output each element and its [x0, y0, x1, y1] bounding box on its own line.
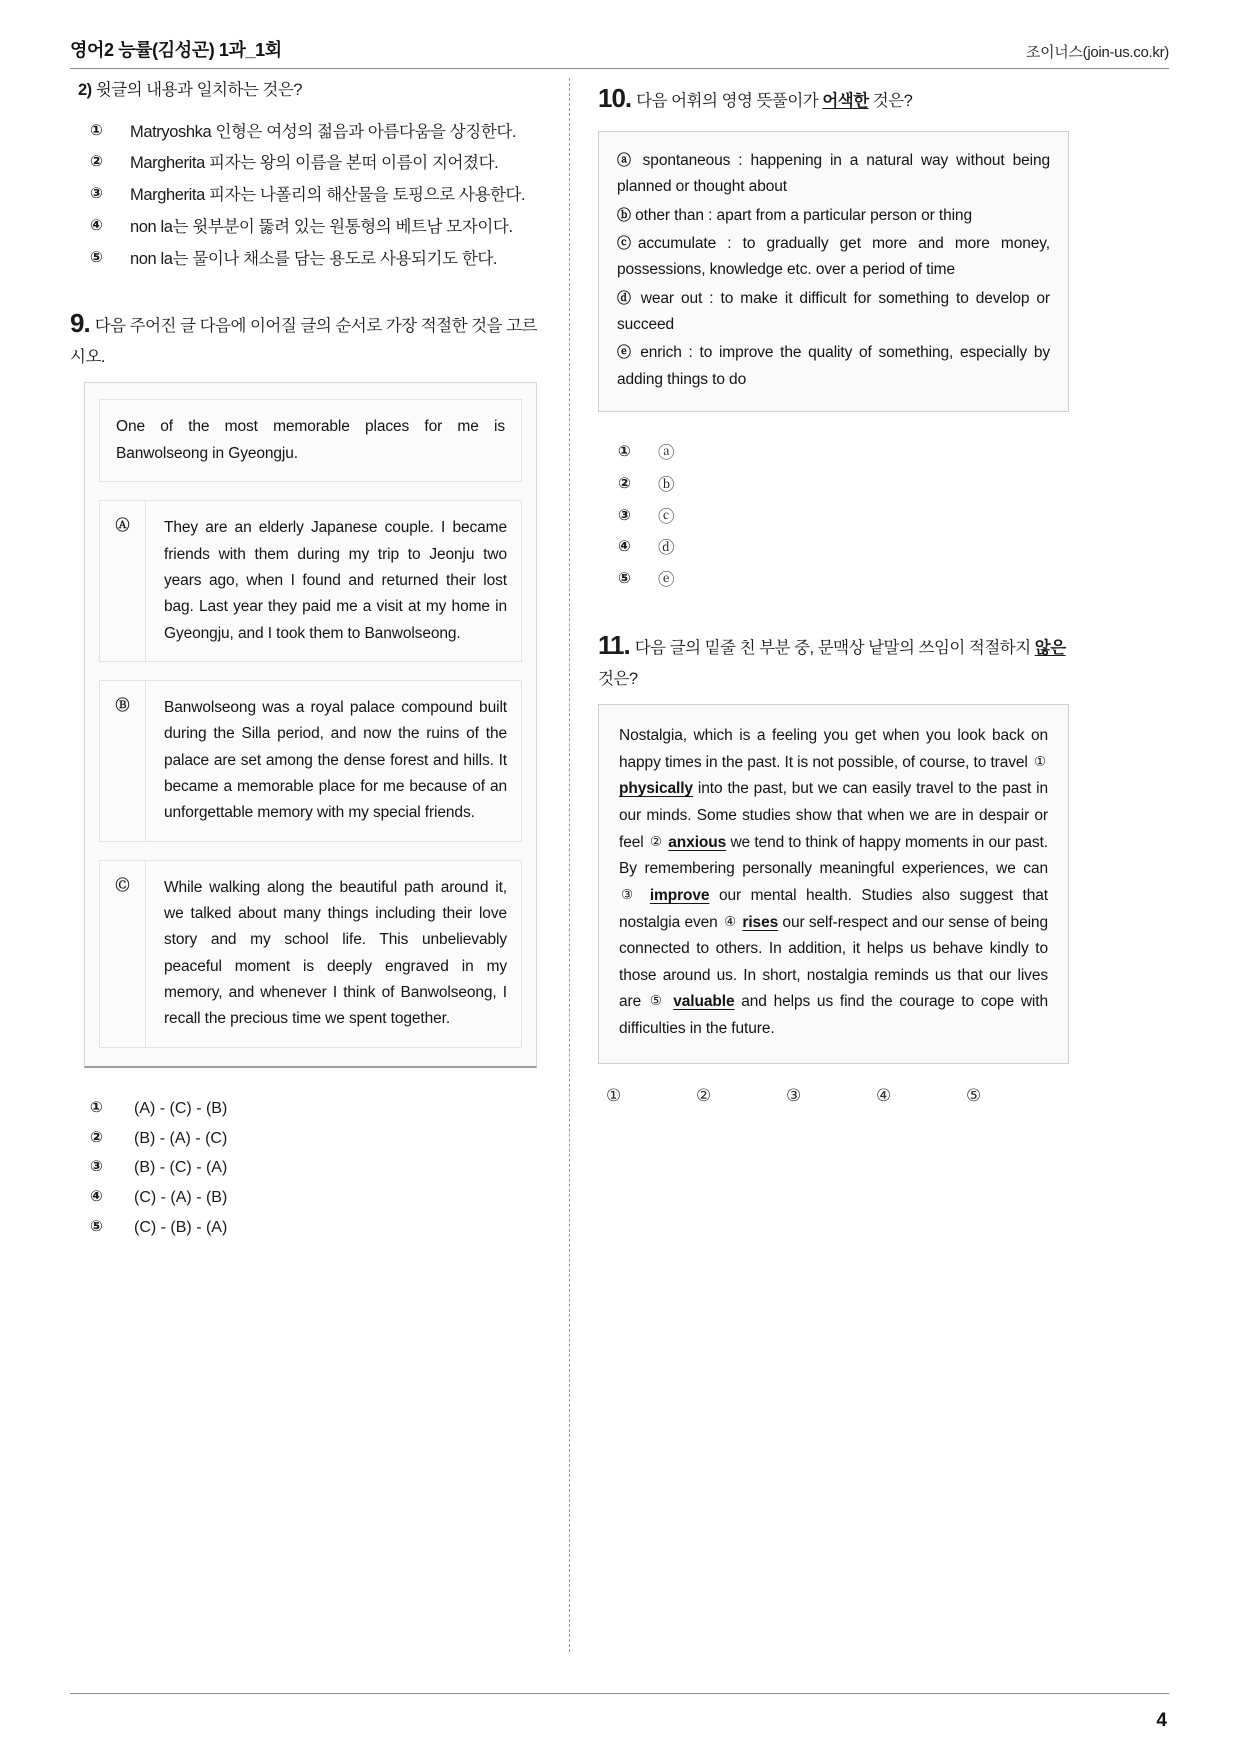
question-9-prompt: 다음 주어진 글 다음에 이어질 글의 순서로 가장 적절한 것을 고르시오. [70, 317, 537, 367]
vocab-text-c: accumulate : to gradually get more and more money, possessions, knowledge etc. over a period of time [617, 235, 1050, 279]
segment-text-b: Banwolseong was a royal palace compound built during the Silla period, and now the ruins of the palace are set among the dense forest and hills. It became a memorable place for me because of an unforgettable memory with my special friends. [164, 698, 507, 822]
header-site-credit: 조이너스(join-us.co.kr) [1025, 44, 1169, 61]
question-2-option[interactable] [90, 150, 537, 177]
question-11-passage-box [598, 704, 1069, 1064]
passage-choice-number-1[interactable]: ① [1033, 753, 1046, 769]
question-9-heading [70, 303, 537, 370]
question-11-number: 11. [598, 629, 630, 660]
question-2-option[interactable] [90, 119, 537, 146]
question-9-block [70, 303, 537, 1241]
vocab-text-a: spontaneous : happening in a natural way without being planned or thought about [617, 152, 1050, 196]
option-marker: ② [90, 1128, 103, 1146]
answer-choice-5[interactable]: ⑤ [966, 1085, 982, 1105]
answer-choice-2[interactable]: ② [696, 1085, 712, 1105]
option-text: ⓒ [658, 507, 675, 526]
spacer [598, 599, 1069, 625]
option-text: (C) - (A) - (B) [134, 1189, 228, 1207]
left-column [70, 78, 559, 1664]
question-10-vocabulary-box [598, 131, 1069, 412]
question-2-number: 2) [78, 81, 92, 99]
passage-underlined-word-1[interactable]: physically [619, 780, 693, 798]
question-9-option[interactable] [90, 1185, 537, 1211]
question-11-passage-text [619, 723, 1048, 1043]
answer-choice-4[interactable]: ④ [876, 1085, 892, 1105]
segment-text-a: They are an elderly Japanese couple. I became friends with them during my trip to Jeonju two years ago, when I found and returned their lost bag. Last year they paid me a visit at my home in Gyeongju, and I took them to Banwolseong. [164, 519, 507, 642]
option-marker: ① [90, 121, 103, 139]
question-9-option[interactable] [90, 1096, 537, 1122]
column-divider [559, 78, 580, 1664]
question-10-option[interactable] [618, 504, 1069, 531]
question-10-option[interactable] [618, 472, 1069, 499]
question-2-option[interactable] [90, 214, 537, 241]
header-divider-rule [70, 68, 1169, 69]
vocab-marker-c: ⓒ [617, 235, 638, 252]
question-2-block [70, 78, 537, 272]
option-marker: ④ [90, 1188, 103, 1206]
question-11-prompt-after: 것은? [598, 669, 638, 688]
option-marker: ④ [90, 216, 103, 234]
question-9-option[interactable] [90, 1155, 537, 1181]
vocab-marker-e: ⓔ [617, 344, 634, 361]
passage-choice-number-5[interactable]: ⑤ [649, 993, 665, 1009]
option-text: non la는 물이나 채소를 담는 용도로 사용되기도 한다. [130, 249, 498, 268]
segment-body-c [146, 861, 521, 1047]
passage-underlined-word-2[interactable]: anxious [668, 833, 727, 851]
option-marker: ③ [90, 1158, 103, 1176]
question-10-prompt-after: 것은? [868, 92, 913, 110]
passage-part-5: our self-respect and our sense of being connected to others. In addition, it helps us behave kindly to those around us. In short, nostalgia reminds us that our lives are [619, 913, 1048, 1011]
question-9-option[interactable] [90, 1215, 537, 1241]
question-10-prompt-emphasis: 어색한 [822, 92, 869, 110]
spacer [70, 277, 537, 303]
question-2-option-list [70, 119, 537, 273]
answer-choice-3[interactable]: ③ [786, 1085, 802, 1105]
option-marker: ④ [618, 538, 631, 556]
option-text: ⓑ [658, 475, 675, 494]
question-10-number: 10. [598, 83, 632, 113]
page-header [70, 28, 1169, 62]
question-9-passage-container [84, 382, 537, 1067]
passage-part-1: Nostalgia, which is a feeling you get when you look back on happy times in the past. It is not possible, of course, to travel [619, 726, 1048, 771]
question-9-segment-b [99, 680, 522, 842]
option-text: ⓓ [658, 539, 675, 558]
option-marker: ⑤ [90, 1218, 103, 1236]
passage-part-3: we tend to think of happy moments in our past. By remembering personally meaningful experiences, we can [619, 833, 1048, 878]
segment-marker-c: Ⓒ [100, 861, 146, 1047]
passage-underlined-word-5[interactable]: valuable [673, 993, 735, 1011]
question-9-lead-passage-box [99, 399, 522, 482]
passage-part-6: and helps us find the courage to cope with difficulties in the future. [619, 993, 1048, 1038]
question-2-heading [70, 78, 537, 103]
vocab-entry [617, 148, 1050, 201]
question-2-prompt: 윗글의 내용과 일치하는 것은? [95, 81, 302, 99]
option-marker: ⑤ [90, 248, 103, 266]
question-10-block [598, 78, 1069, 594]
vocab-text-b: other than : apart from a particular person or thing [635, 206, 972, 224]
question-2-option[interactable] [90, 246, 537, 273]
option-marker: ② [618, 474, 631, 492]
vocab-entry [617, 203, 1050, 229]
vocab-marker-d: ⓓ [617, 289, 634, 306]
option-text: ⓔ [658, 571, 675, 590]
question-10-option[interactable] [618, 440, 1069, 467]
spacer [70, 1078, 537, 1096]
question-11-heading [598, 625, 1069, 692]
question-10-heading [598, 78, 1069, 119]
vocab-marker-b: ⓑ [617, 206, 631, 223]
vocab-text-d: wear out : to make it difficult for something to develop or succeed [617, 289, 1050, 334]
question-11-prompt-emphasis: 않은 [1034, 638, 1066, 657]
answer-choice-1[interactable]: ① [606, 1085, 622, 1105]
segment-text-c: While walking along the beautiful path around it, we talked about many things including their love story and my school life. This unbelievably peaceful moment is deeply engraved in my memory, and whenever I think of Banwolseong, I recall the precious time we spent together. [164, 878, 507, 1028]
option-marker: ③ [90, 185, 103, 203]
segment-marker-a: Ⓐ [100, 501, 146, 661]
passage-choice-number-2[interactable]: ② [649, 833, 662, 849]
vocab-text-e: enrich : to improve the quality of something, especially by adding things to do [617, 344, 1050, 388]
vocab-entry [617, 231, 1050, 284]
passage-part-4: our mental health. Studies also suggest that nostalgia even [619, 886, 1048, 931]
option-text: (B) - (A) - (C) [134, 1129, 228, 1147]
question-10-option-list [598, 440, 1069, 594]
option-text: Margherita 피자는 나폴리의 해산물을 토핑으로 사용한다. [130, 186, 526, 205]
right-column [580, 78, 1069, 1664]
passage-underlined-word-4[interactable]: rises [742, 913, 779, 931]
footer-divider-rule [70, 1693, 1169, 1694]
question-2-option[interactable] [90, 182, 537, 209]
question-10-option[interactable] [618, 535, 1069, 562]
vocab-marker-a: ⓐ [617, 152, 635, 169]
vocab-entry [617, 340, 1050, 393]
option-text: ⓐ [658, 444, 675, 463]
option-marker: ① [90, 1098, 103, 1116]
option-text: (C) - (B) - (A) [134, 1219, 228, 1237]
passage-choice-number-3[interactable]: ③ [621, 886, 639, 902]
segment-marker-b: Ⓑ [100, 681, 146, 841]
option-marker: ② [90, 153, 103, 171]
vocab-entry [617, 286, 1050, 339]
option-marker: ① [618, 443, 631, 461]
question-9-segment-c [99, 860, 522, 1048]
question-9-option[interactable] [90, 1126, 537, 1152]
question-10-prompt-before: 다음 어휘의 영영 뜻풀이가 [636, 92, 823, 110]
two-column-layout [70, 78, 1169, 1664]
question-10-option[interactable] [618, 567, 1069, 594]
header-title: 영어2 능률(김성곤) 1과_1회 [70, 40, 282, 60]
option-text: (A) - (C) - (B) [134, 1099, 228, 1117]
question-9-lead-passage-text: One of the most memorable places for me is Banwolseong in Gyeongju. [116, 418, 505, 462]
question-11-prompt-before: 다음 글의 밑줄 친 부분 중, 문맥상 낱말의 쓰임이 적절하지 [634, 638, 1035, 657]
question-11-answer-row [598, 1086, 1069, 1106]
passage-part-2: into the past, but we can easily travel to the past in our minds. Some studies show that when we are in despair or feel [619, 780, 1048, 851]
option-marker: ③ [618, 506, 631, 524]
option-text: (B) - (C) - (A) [134, 1159, 228, 1177]
passage-underlined-word-3[interactable]: improve [649, 886, 710, 904]
option-text: Matryoshka 인형은 여성의 젊음과 아름다움을 상징한다. [130, 122, 517, 141]
segment-body-a [146, 501, 521, 661]
passage-choice-number-4[interactable]: ④ [723, 913, 737, 929]
segment-body-b [146, 681, 521, 841]
question-9-number: 9. [70, 308, 90, 339]
question-9-segment-a [99, 500, 522, 662]
question-11-block [598, 625, 1069, 1106]
question-9-option-list [70, 1096, 537, 1242]
page-number: 4 [1156, 1710, 1167, 1731]
option-marker: ⑤ [618, 570, 631, 588]
option-text: non la는 윗부분이 뚫려 있는 원통형의 베트남 모자이다. [130, 217, 513, 236]
option-text: Margherita 피자는 왕의 이름을 본떠 이름이 지어졌다. [130, 154, 499, 173]
